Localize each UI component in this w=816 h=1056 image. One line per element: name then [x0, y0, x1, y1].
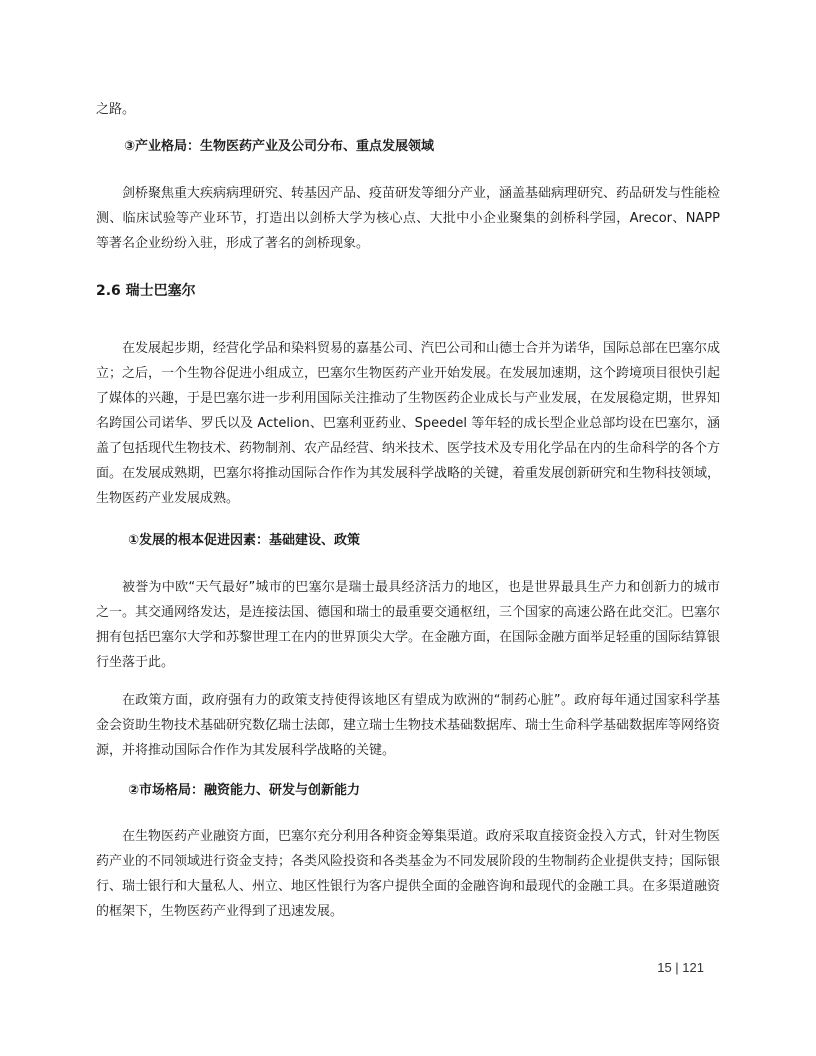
section-heading-basel: 2.6 瑞士巴塞尔	[96, 283, 196, 299]
cambridge-paragraph: 剑桥聚焦重大疾病病理研究、转基因产品、疫苗研发等细分产业，涵盖基础病理研究、药品研发与性能检测、临床试验等产业环节，打造出以剑桥大学为核心点、大批中小企业聚集的剑桥科学园，Arecor、NAPP 等著名企业纷纷入驻，形成了著名的剑桥现象。	[96, 186, 721, 251]
basel-paragraph-1: 在发展起步期，经营化学品和染料贸易的嘉基公司、汽巴公司和山德士合并为诺华，国际总部在巴塞尔成立；之后，一个生物谷促进小组成立，巴塞尔生物医药产业开始发展。在发展加速期，这个跨境项目很快引起了媒体的兴趣，于是巴塞尔进一步利用国际关注推动了生物医药企业成长与产业发展，在发展稳定期，世界知名跨国公司诺华、罗氏以及 Actelion、巴塞利亚药业、Speedel 等年轻的成长型企业总部均设在巴塞尔，涵盖了包括现代生物技术、药物制剂、农产品经营、纳米技术、医学技术及专用化学品在内的生命科学的各个方面。在发展成熟期，巴塞尔将推动国际合作作为其发展科学战略的关键，着重发展创新研究和生物科技领域，生物医药产业发展成熟。	[96, 341, 721, 506]
cambridge-subheading: ③产业格局：生物医药产业及公司分布、重点发展领域	[124, 139, 435, 154]
basel-paragraph-3: 在政策方面，政府强有力的政策支持使得该地区有望成为欧洲的“制药心脏”。政府每年通过国家科学基金会资助生物技术基础研究数亿瑞士法郎，建立瑞士生物技术基础数据库、瑞士生命科学基础数据库等网络资源，并将推动国际合作作为其发展科学战略的关键。	[96, 693, 721, 758]
intro-tail-text: 之路。	[96, 102, 136, 117]
page-number: 15 | 121	[657, 960, 704, 975]
basel-paragraph-4: 在生物医药产业融资方面，巴塞尔充分利用各种资金筹集渠道。政府采取直接资金投入方式，针对生物医药产业的不同领域进行资金支持；各类风险投资和各类基金为不同发展阶段的生物制药企业提供支持；国际银行、瑞士银行和大量私人、州立、地区性银行为客户提供全面的金融咨询和最现代的金融工具。在多渠道融资的框架下，生物医药产业得到了迅速发展。	[96, 829, 721, 919]
basel-paragraph-2: 被誉为中欧“天气最好”城市的巴塞尔是瑞士最具经济活力的地区，也是世界最具生产力和创新力的城市之一。其交通网络发达，是连接法国、德国和瑞士的最重要交通枢纽，三个国家的高速公路在此交汇。巴塞尔拥有包括巴塞尔大学和苏黎世理工在内的世界顶尖大学。在金融方面，在国际金融方面举足轻重的国际结算银行坐落于此。	[96, 580, 721, 670]
basel-subheading-2: ②市场格局：融资能力、研发与创新能力	[128, 783, 361, 798]
basel-subheading-1: ①发展的根本促进因素：基础建设、政策	[128, 533, 361, 548]
